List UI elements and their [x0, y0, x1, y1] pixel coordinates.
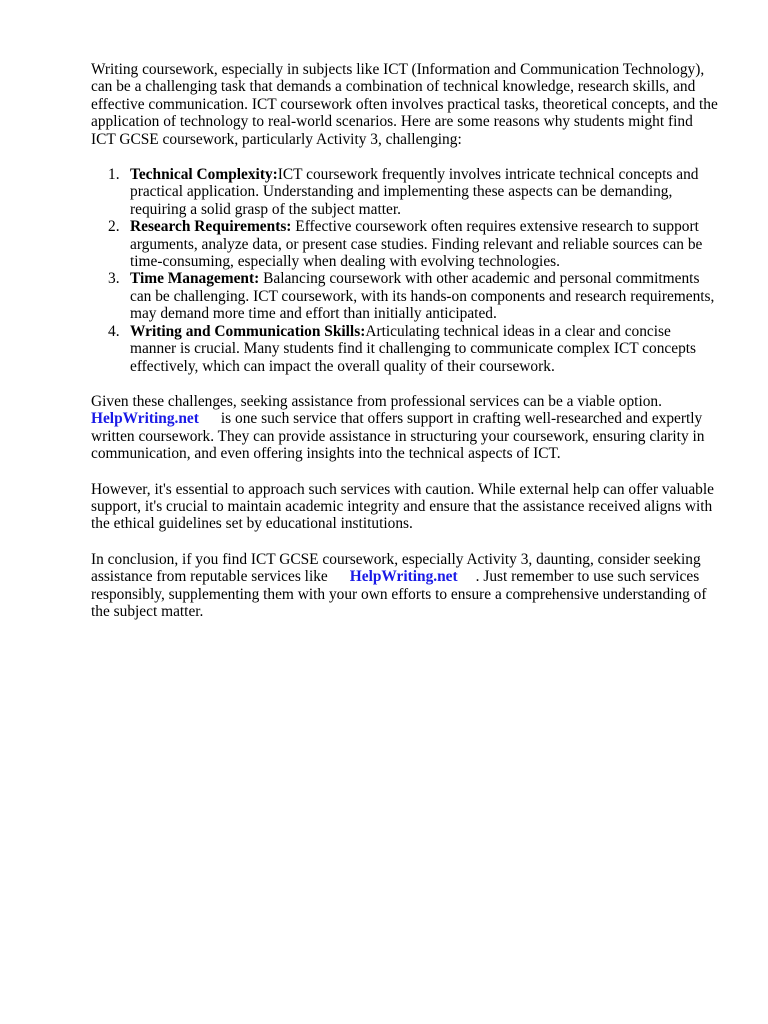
list-item-text: Effective coursework often requires extensive research to support arguments, analyze data, or present case studies. Finding relevant and reliable sources can be time-consuming, especially when dealing with evolving technologies. — [130, 218, 703, 271]
list-item — [91, 218, 720, 270]
intro-paragraph: Writing coursework, especially in subjects like ICT (Information and Communication Technology), can be a challenging task that demands a combination of technical knowledge, research skills, and effective communication. ICT coursework often involves practical tasks, theoretical concepts, and the application of technology to real-world scenarios. Here are some reasons why students might find ICT GCSE coursework, particularly Activity 3, challenging: — [91, 61, 718, 148]
helpwriting-link[interactable]: HelpWriting.net — [91, 410, 199, 428]
list-item-number: 1. — [108, 166, 120, 184]
list-item-term: Writing and Communication Skills: — [130, 322, 366, 340]
list-item — [91, 270, 720, 322]
list-item-number: 3. — [108, 270, 120, 288]
list-item-text: Balancing coursework with other academic and personal commitments can be challenging. ICT coursework, with its hands-on components and research requirements, may demand more time and effort than initially anticipated. — [130, 270, 715, 323]
list-item-term: Technical Complexity: — [130, 166, 278, 184]
helpwriting-link[interactable]: HelpWriting.net — [349, 568, 458, 586]
conclusion-paragraph — [91, 551, 720, 621]
list-item-text: Articulating technical ideas in a clear and concise manner is crucial. Many students find it challenging to communicate complex ICT concepts effectively, which can impact the overall quality of their coursework. — [130, 322, 697, 375]
reasons-list — [91, 166, 720, 375]
list-item-number: 4. — [108, 322, 120, 340]
list-item-term: Research Requirements: — [130, 218, 292, 236]
conclusion-text-after: . Just remember to use such services responsibly, supplementing them with your own efforts to ensure a comprehensive understanding of the subject matter. — [91, 568, 707, 620]
caution-paragraph: However, it's essential to approach such services with caution. While external help can offer valuable support, it's crucial to maintain academic integrity and ensure that the assistance received aligns with the ethical guidelines set by educational institutions. — [91, 480, 714, 533]
given-text-before: Given these challenges, seeking assistance from professional services can be a viable option. — [91, 392, 662, 410]
list-item — [91, 166, 720, 218]
list-item-text: ICT coursework frequently involves intricate technical concepts and practical application. Understanding and implementing these aspects can be demanding, requiring a solid grasp of the subject matter. — [130, 166, 699, 218]
list-item-term: Time Management: — [130, 270, 260, 288]
given-paragraph — [91, 393, 720, 463]
list-item-number: 2. — [108, 218, 120, 236]
given-text-after: is one such service that offers support in crafting well-researched and expertly written coursework. They can provide assistance in structuring your coursework, ensuring clarity in communication, and even offering insights into the technical aspects of ICT. — [91, 410, 705, 463]
conclusion-text-before: In conclusion, if you find ICT GCSE coursework, especially Activity 3, daunting, consider seeking assistance from reputable services like — [91, 550, 701, 586]
list-item — [91, 323, 720, 375]
